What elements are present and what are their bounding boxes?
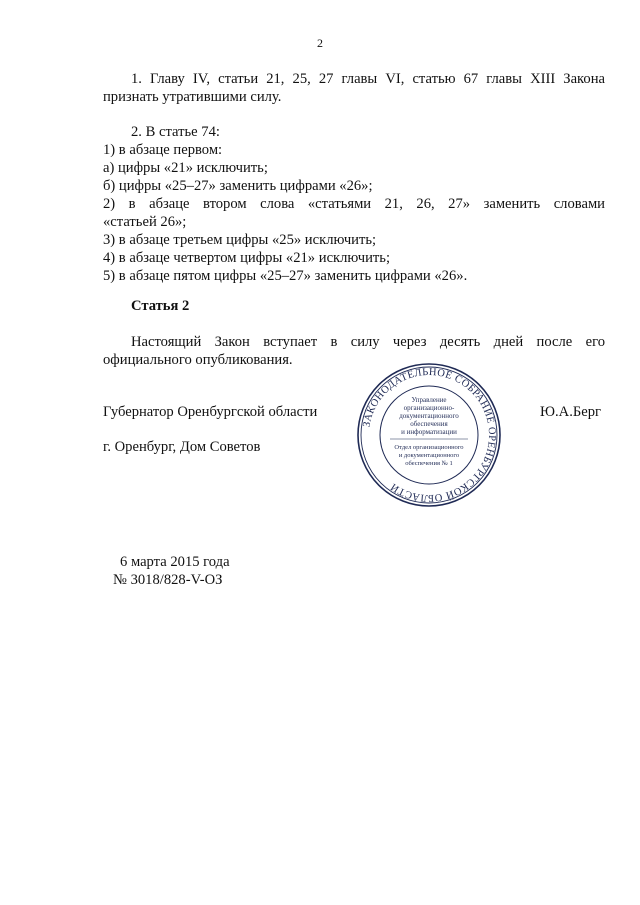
law-date: 6 марта 2015 года: [120, 554, 230, 570]
page-number: 2: [317, 36, 323, 50]
item-2-2-line-2: «статьей 26»;: [103, 214, 187, 230]
signature-place: г. Оренбург, Дом Советов: [103, 439, 261, 455]
stamp-line-2: организационно-: [403, 404, 455, 412]
law-number: № 3018/828-V-ОЗ: [113, 572, 223, 588]
article-2-heading: Статья 2: [131, 298, 190, 314]
stamp-line-5: и информатизации: [401, 428, 457, 436]
official-stamp: [356, 362, 502, 508]
stamp-line-3: документационного: [399, 412, 459, 420]
paragraph-1-line-2: признать утратившими силу.: [103, 89, 282, 105]
stamp-ring-text: ЗАКОНОДАТЕЛЬНОЕ СОБРАНИЕ ОРЕНБУРГСКОЙ ОБЛАСТИ: [361, 366, 498, 504]
stamp-line-8: обеспечения № 1: [405, 460, 453, 467]
item-2-1: 1) в абзаце первом:: [103, 142, 223, 158]
signature-position: Губернатор Оренбургской области: [103, 404, 318, 420]
stamp-line-1: Управление: [411, 396, 447, 404]
signature-name: Ю.А.Берг: [540, 404, 601, 420]
paragraph-1-line-1: 1. Главу IV, статьи 21, 25, 27 главы VI, статью 67 главы XIII Закона: [131, 71, 605, 87]
item-2-b: б) цифры «25–27» заменить цифрами «26»;: [103, 178, 373, 194]
stamp-line-6: Отдел организационного: [394, 444, 464, 451]
item-2-2-line-1: 2) в абзаце втором слова «статьями 21, 26, 27» заменить словами: [103, 196, 605, 212]
stamp-line-7: и документационного: [398, 452, 460, 459]
article-2-line-2: официального опубликования.: [103, 352, 293, 368]
item-2-a: а) цифры «21» исключить;: [103, 160, 268, 176]
item-2-4: 4) в абзаце четвертом цифры «21» исключить;: [103, 250, 391, 266]
stamp-line-4: обеспечения: [410, 420, 448, 428]
article-2-line-1: Настоящий Закон вступает в силу через десять дней после его: [131, 334, 605, 350]
item-2-5: 5) в абзаце пятом цифры «25–27» заменить цифрами «26».: [103, 268, 468, 284]
paragraph-2-heading: 2. В статье 74:: [131, 124, 220, 140]
item-2-3: 3) в абзаце третьем цифры «25» исключить;: [103, 232, 377, 248]
